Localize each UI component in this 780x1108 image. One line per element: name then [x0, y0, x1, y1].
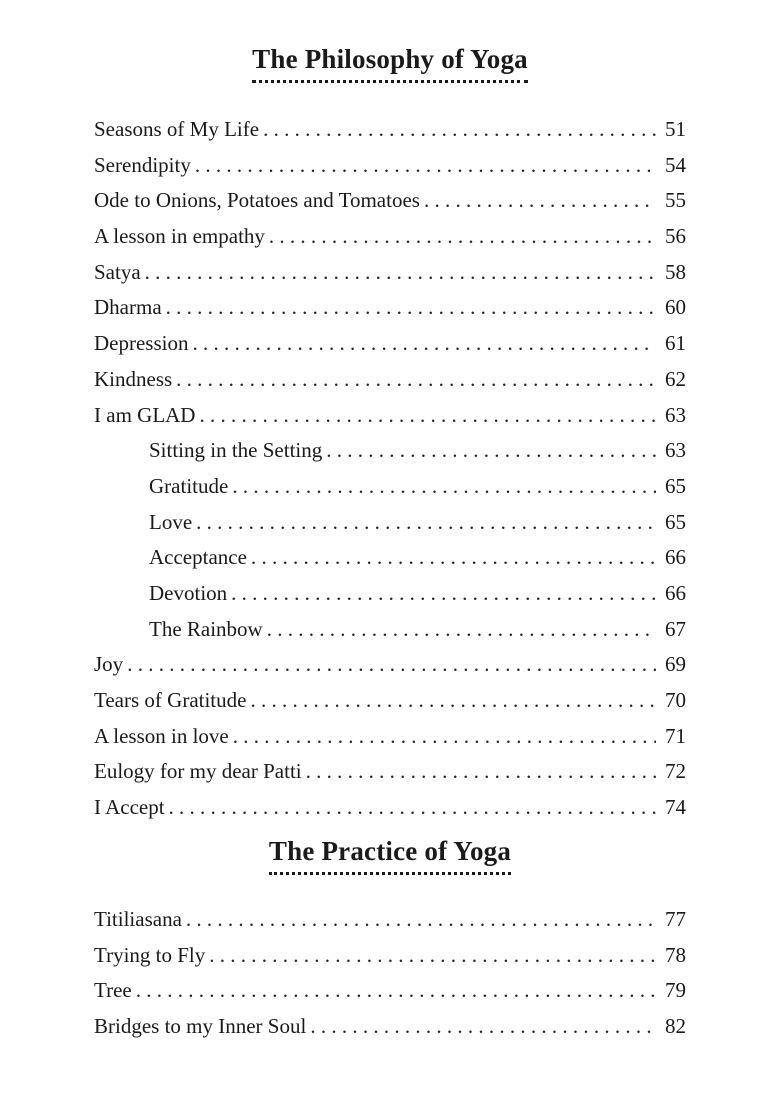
toc-entry — [94, 719, 686, 755]
section-title: The Practice of Yoga — [269, 836, 511, 875]
toc-entry-title: Serendipity — [94, 152, 191, 177]
toc-page-number: 63 — [665, 402, 686, 427]
toc-list-philosophy — [94, 112, 686, 826]
dot-leader — [145, 255, 656, 291]
toc-entry — [94, 290, 686, 326]
toc-page-number: 62 — [665, 366, 686, 391]
toc-page-number: 79 — [665, 978, 686, 1003]
toc-page-number: 55 — [665, 188, 686, 213]
toc-entry-title: Joy — [94, 652, 124, 677]
toc-entry-title: I Accept — [94, 795, 165, 820]
toc-subentry — [94, 540, 686, 576]
dot-leader — [424, 183, 656, 219]
dot-leader — [263, 112, 656, 148]
toc-entry — [94, 683, 686, 719]
toc-subentry — [94, 433, 686, 469]
toc-entry — [94, 255, 686, 291]
toc-entry-title: Titiliasana — [94, 907, 182, 931]
toc-page-number: 65 — [665, 509, 686, 534]
toc-subentry — [94, 469, 686, 505]
toc-entry-title: Tears of Gratitude — [94, 688, 247, 712]
toc-entry-title: Bridges to my Inner Soul — [94, 1014, 307, 1039]
dot-leader — [231, 576, 656, 612]
dot-leader — [209, 938, 656, 974]
section-heading-philosophy — [0, 44, 780, 83]
toc-page-number: 78 — [665, 942, 686, 967]
toc-entry-title: Tree — [94, 978, 132, 1003]
toc-entry — [94, 362, 686, 398]
dot-leader — [251, 540, 656, 576]
toc-entry — [94, 938, 686, 974]
toc-entry-title: Sitting in the Setting — [149, 438, 323, 463]
toc-page-number: 65 — [665, 473, 686, 498]
toc-entry-title: The Rainbow — [149, 616, 263, 641]
dot-leader — [196, 505, 656, 541]
toc-page-number: 67 — [665, 616, 686, 641]
toc-page-number: 71 — [665, 723, 686, 748]
toc-entry-title: Depression — [94, 331, 189, 356]
toc-entry — [94, 112, 686, 148]
dot-leader — [232, 469, 656, 505]
toc-entry — [94, 754, 686, 790]
toc-page-number: 63 — [665, 438, 686, 463]
section-title: The Philosophy of Yoga — [252, 44, 528, 83]
toc-page-number: 77 — [665, 907, 686, 931]
dot-leader — [233, 719, 656, 755]
dot-leader — [136, 973, 656, 1009]
toc-entry-title: Gratitude — [149, 473, 229, 498]
toc-entry — [94, 902, 686, 938]
dot-leader — [199, 398, 656, 434]
toc-list-practice — [94, 902, 686, 1045]
dot-leader — [269, 219, 656, 255]
section-heading-practice — [0, 836, 780, 875]
toc-page-number: 54 — [665, 152, 686, 177]
toc-entry-title: A lesson in empathy — [94, 224, 265, 249]
toc-page-number: 70 — [665, 688, 686, 712]
toc-page-number: 60 — [665, 295, 686, 320]
toc-entry-title: Devotion — [149, 580, 228, 605]
toc-entry — [94, 326, 686, 362]
dot-leader — [186, 902, 656, 938]
toc-subentry — [94, 612, 686, 648]
toc-page-number: 82 — [665, 1014, 686, 1039]
toc-entry — [94, 790, 686, 826]
toc-page-number: 61 — [665, 331, 686, 356]
toc-entry-title: Kindness — [94, 366, 173, 391]
toc-subentry — [94, 505, 686, 541]
toc-entry — [94, 398, 686, 434]
dot-leader — [195, 148, 656, 184]
toc-page-number: 69 — [665, 652, 686, 677]
toc-entry-title: Eulogy for my dear Patti — [94, 759, 302, 784]
toc-entry-title: Love — [149, 509, 193, 534]
toc-entry-title: Dharma — [94, 295, 162, 320]
toc-entry-title: Satya — [94, 259, 141, 284]
dot-leader — [166, 290, 656, 326]
dot-leader — [169, 790, 656, 826]
toc-page-number: 66 — [665, 545, 686, 570]
toc-page-number: 74 — [665, 795, 686, 820]
toc-page-number: 56 — [665, 224, 686, 249]
toc-entry — [94, 183, 686, 219]
toc-entry-title: Seasons of My Life — [94, 117, 260, 141]
toc-page-number: 58 — [665, 259, 686, 284]
dot-leader — [250, 683, 656, 719]
toc-entry-title: Acceptance — [149, 545, 247, 570]
dot-leader — [306, 754, 656, 790]
dot-leader — [267, 612, 656, 648]
toc-entry — [94, 219, 686, 255]
toc-entry-title: Ode to Onions, Potatoes and Tomatoes — [94, 188, 420, 213]
dot-leader — [176, 362, 656, 398]
dot-leader — [326, 433, 656, 469]
toc-page-number: 51 — [665, 117, 686, 141]
dot-leader — [127, 647, 656, 683]
dot-leader — [310, 1009, 656, 1045]
toc-entry-title: I am GLAD — [94, 402, 196, 427]
toc-entry — [94, 647, 686, 683]
toc-entry — [94, 973, 686, 1009]
toc-subentry — [94, 576, 686, 612]
toc-entry — [94, 148, 686, 184]
toc-page-number: 66 — [665, 580, 686, 605]
toc-entry-title: Trying to Fly — [94, 942, 206, 967]
toc-page-number: 72 — [665, 759, 686, 784]
toc-entry — [94, 1009, 686, 1045]
toc-entry-title: A lesson in love — [94, 723, 229, 748]
dot-leader — [192, 326, 656, 362]
